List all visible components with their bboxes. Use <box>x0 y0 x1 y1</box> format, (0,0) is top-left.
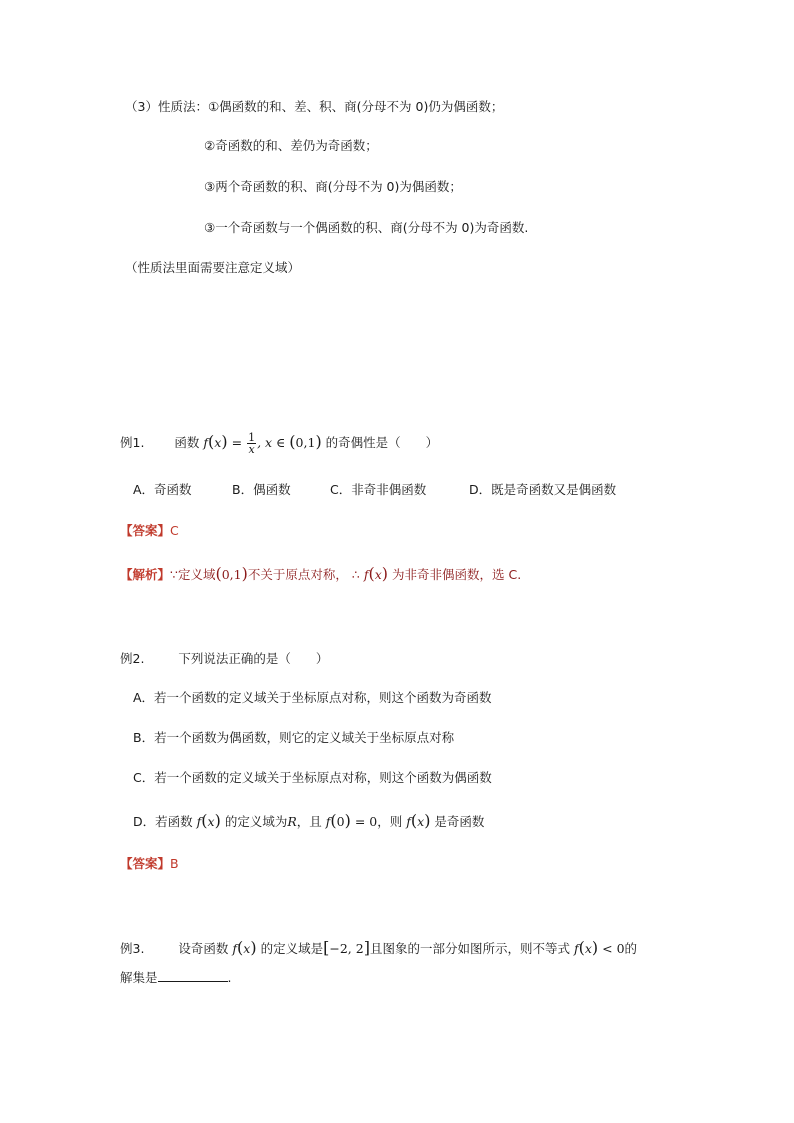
example-1-option-d: D．既是奇函数又是偶函数 <box>469 482 617 497</box>
example-3-stem-2: 的定义域是 <box>260 941 324 956</box>
property-rule-3: ③两个奇函数的积、商(分母不为 0)为偶函数； <box>204 179 462 194</box>
property-method-note: （性质法里面需要注意定义域） <box>125 260 301 275</box>
example-3-domain: [−2, 2] <box>323 938 370 957</box>
example-1-option-c: C．非奇非偶函数 <box>330 482 427 497</box>
analysis-tag: 【解析】 <box>120 567 171 582</box>
example-3-stem-3: 且图象的一部分如图所示，则不等式 <box>369 941 570 956</box>
analysis-function: f(x) <box>363 564 389 583</box>
analysis-part-1: 定义域 <box>177 567 216 582</box>
example-3-function: f(x) <box>232 938 257 957</box>
example-3-stem-1: 设奇函数 <box>178 941 229 956</box>
example-2-stem-text: 下列说法正确的是（ ） <box>178 651 329 666</box>
answer-tag: 【答案】 <box>120 523 171 538</box>
because-symbol: ∵ <box>170 567 178 582</box>
example-3-stem-end: . <box>227 970 232 985</box>
example-3-stem <box>120 939 637 958</box>
example-2-option-a: A．若一个函数的定义域关于坐标原点对称，则这个函数为奇函数 <box>133 690 492 705</box>
example-1-analysis <box>120 565 521 584</box>
property-method-line-1 <box>125 98 503 116</box>
example-1-label: 例1. <box>120 435 145 450</box>
example-2-answer <box>120 855 179 873</box>
analysis-interval: (0,1) <box>215 564 248 583</box>
example-1-stem-suffix: 的奇偶性是（ ） <box>325 435 439 450</box>
answer-value: C <box>170 523 179 538</box>
answer-tag: 【答案】 <box>120 856 171 871</box>
example-1-formula: f(x) = $\frac{1}{x}$ , x ∈ (0,1) <box>203 431 322 456</box>
example-3-stem-4: 的 <box>624 941 638 956</box>
option-d-value: f(0) = 0 <box>325 811 378 830</box>
example-1-answer <box>120 522 179 540</box>
example-3-stem-5: 解集是 <box>120 970 158 985</box>
option-d-function: f(x) <box>196 811 221 830</box>
example-2-stem <box>120 650 328 668</box>
option-d-function-2: f(x) <box>406 811 431 830</box>
example-3-label: 例3. <box>120 941 145 956</box>
option-d-part-1: D．若函数 <box>133 814 193 829</box>
property-method-label: （3）性质法： <box>125 99 208 114</box>
analysis-part-2: 不关于原点对称， <box>247 567 348 582</box>
option-d-part-4: ，则 <box>377 814 403 829</box>
option-d-part-3: ，且 <box>296 814 322 829</box>
example-2-option-b: B．若一个函数为偶函数，则它的定义域关于坐标原点对称 <box>133 730 455 745</box>
example-3-inequality: f(x) < 0 <box>573 938 625 957</box>
answer-value: B <box>170 856 179 871</box>
property-rule-2: ②奇函数的和、差仍为奇函数； <box>204 138 378 153</box>
option-d-part-5: 是奇函数 <box>434 814 485 829</box>
example-2-option-c: C．若一个函数的定义域关于坐标原点对称，则这个函数为偶函数 <box>133 770 492 785</box>
example-2-option-d <box>133 812 484 831</box>
answer-blank[interactable] <box>158 969 228 982</box>
option-d-domain: R <box>287 814 297 829</box>
example-2-label: 例2. <box>120 651 145 666</box>
example-1-option-b: B．偶函数 <box>232 482 291 497</box>
example-3-stem-line-2 <box>120 969 232 987</box>
property-rule-1: ①偶函数的和、差、积、商(分母不为 0)仍为偶函数； <box>207 99 504 114</box>
example-1-stem <box>120 432 438 455</box>
option-d-part-2: 的定义域为 <box>224 814 288 829</box>
therefore-symbol: ∴ <box>351 567 360 582</box>
example-1-stem-prefix: 函数 <box>174 435 200 450</box>
property-rule-4: ③一个奇函数与一个偶函数的积、商(分母不为 0)为奇函数. <box>204 220 529 235</box>
analysis-part-3: 为非奇非偶函数，选 C. <box>392 567 522 582</box>
example-1-option-a: A．奇函数 <box>133 482 192 497</box>
